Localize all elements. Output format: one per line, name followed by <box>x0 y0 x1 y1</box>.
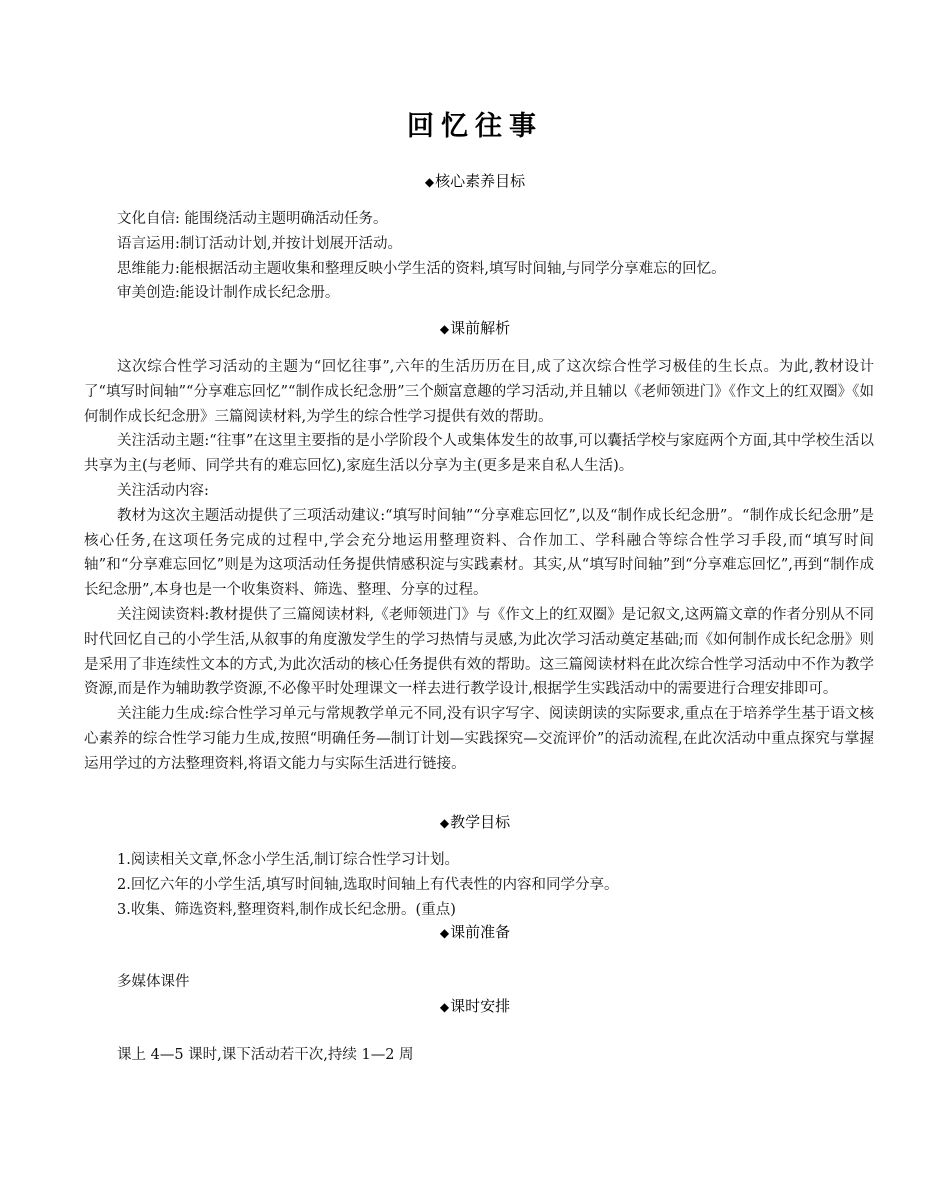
diamond-icon: ◆ <box>439 1000 450 1014</box>
paragraph: 关注阅读资料:教材提供了三篇阅读材料,《老师领进门》与《作文上的红双圈》是记叙文,这两篇文章的作者分别从不同时代回忆自己的小学生活,从叙事的角度激发学生的学习热情与灵感,为此次学习活动奠定基础;而《如何制作成长纪念册》则是采用了非连续性文本的方式,为此次活动的核心任务提供有效的帮助。这三篇阅读材料在此次综合性学习活动中不作为教学资源,而是作为辅助教学资源,不必像平时处理课文一样去进行教学设计,根据学生实践活动中的需要进行合理安排即可。 <box>84 606 874 698</box>
prep-value: 多媒体课件 <box>117 974 190 990</box>
list-item: 思维能力:能根据活动主题收集和整理反映小学生活的资料,填写时间轴,与同学分享难忘的回忆。 <box>117 260 726 277</box>
section-heading-label: 核心素养目标 <box>435 172 526 190</box>
paragraph: 关注活动内容: <box>117 482 209 499</box>
section-heading-goals <box>0 812 950 833</box>
section-heading-analysis <box>0 318 950 339</box>
page-title: 回忆往事 <box>407 111 543 142</box>
diamond-icon: ◆ <box>439 322 450 336</box>
schedule-value: 课上 4—5 课时,课下活动若干次,持续 1—2 周 <box>117 1047 414 1063</box>
section-heading-schedule <box>0 996 950 1017</box>
paragraph: 教材为这次主题活动提供了三项活动建议:“填写时间轴”“分享难忘回忆”,以及“制作成长纪念册”。“制作成长纪念册”是核心任务,在这项任务完成的过程中,学会充分地运用整理资料、合作加工、学科融合等综合性学习手段,而“填写时间轴”和“分享难忘回忆”则是为这项活动任务提供情感积淀与实践素材。其实,从“填写时间轴”到“分享难忘回忆”,再到“制作成长纪念册”,本身也是一个收集资料、筛选、整理、分享的过程。 <box>84 507 874 599</box>
list-item: 2.回忆六年的小学生活,填写时间轴,选取时间轴上有代表性的内容和同学分享。 <box>117 876 619 893</box>
diamond-icon: ◆ <box>424 175 435 189</box>
paragraph: 关注能力生成:综合性学习单元与常规教学单元不同,没有识字写字、阅读朗读的实际要求,重点在于培养学生基于语文核心素养的综合性学习能力生成,按照“明确任务—制订计划—实践探究—交流评价”的活动流程,在此次活动中重点探究与掌握运用学过的方法整理资料,将语文能力与实际生活进行链接。 <box>84 706 874 772</box>
list-item: 审美创造:能设计制作成长纪念册。 <box>117 285 340 302</box>
list-item: 语言运用:制订活动计划,并按计划展开活动。 <box>117 235 402 252</box>
core-goals-list <box>84 207 874 306</box>
paragraph: 这次综合性学习活动的主题为“回忆往事”,六年的生活历历在目,成了这次综合性学习极佳的生长点。为此,教材设计了“填写时间轴”“分享难忘回忆”“制作成长纪念册”三个颇富意趣的学习活动,并且辅以《老师领进门》《作文上的红双圈》《如何制作成长纪念册》三篇阅读材料,为学生的综合性学习提供有效的帮助。 <box>84 359 874 425</box>
list-item: 3.收集、筛选资料,整理资料,制作成长纪念册。(重点) <box>117 901 456 918</box>
teaching-goals-list <box>84 848 874 922</box>
list-item: 文化自信: 能围绕活动主题明确活动任务。 <box>117 211 388 227</box>
section-heading-label: 课前准备 <box>450 923 511 941</box>
section-heading-prep <box>0 922 950 943</box>
analysis-body <box>84 355 874 777</box>
diamond-icon: ◆ <box>439 926 450 940</box>
section-heading-label: 教学目标 <box>450 813 511 831</box>
schedule-text <box>84 1043 874 1068</box>
section-heading-label: 课时安排 <box>450 997 511 1015</box>
section-heading-core <box>0 171 950 192</box>
list-item: 1.阅读相关文章,怀念小学生活,制订综合性学习计划。 <box>117 852 460 868</box>
diamond-icon: ◆ <box>439 816 450 830</box>
prep-text <box>84 970 874 995</box>
paragraph: 关注活动主题:“往事”在这里主要指的是小学阶段个人或集体发生的故事,可以囊括学校与家庭两个方面,其中学校生活以共享为主(与老师、同学共有的难忘回忆),家庭生活以分享为主(更多是来自私人生活)。 <box>84 433 874 475</box>
section-heading-label: 课前解析 <box>450 319 511 337</box>
